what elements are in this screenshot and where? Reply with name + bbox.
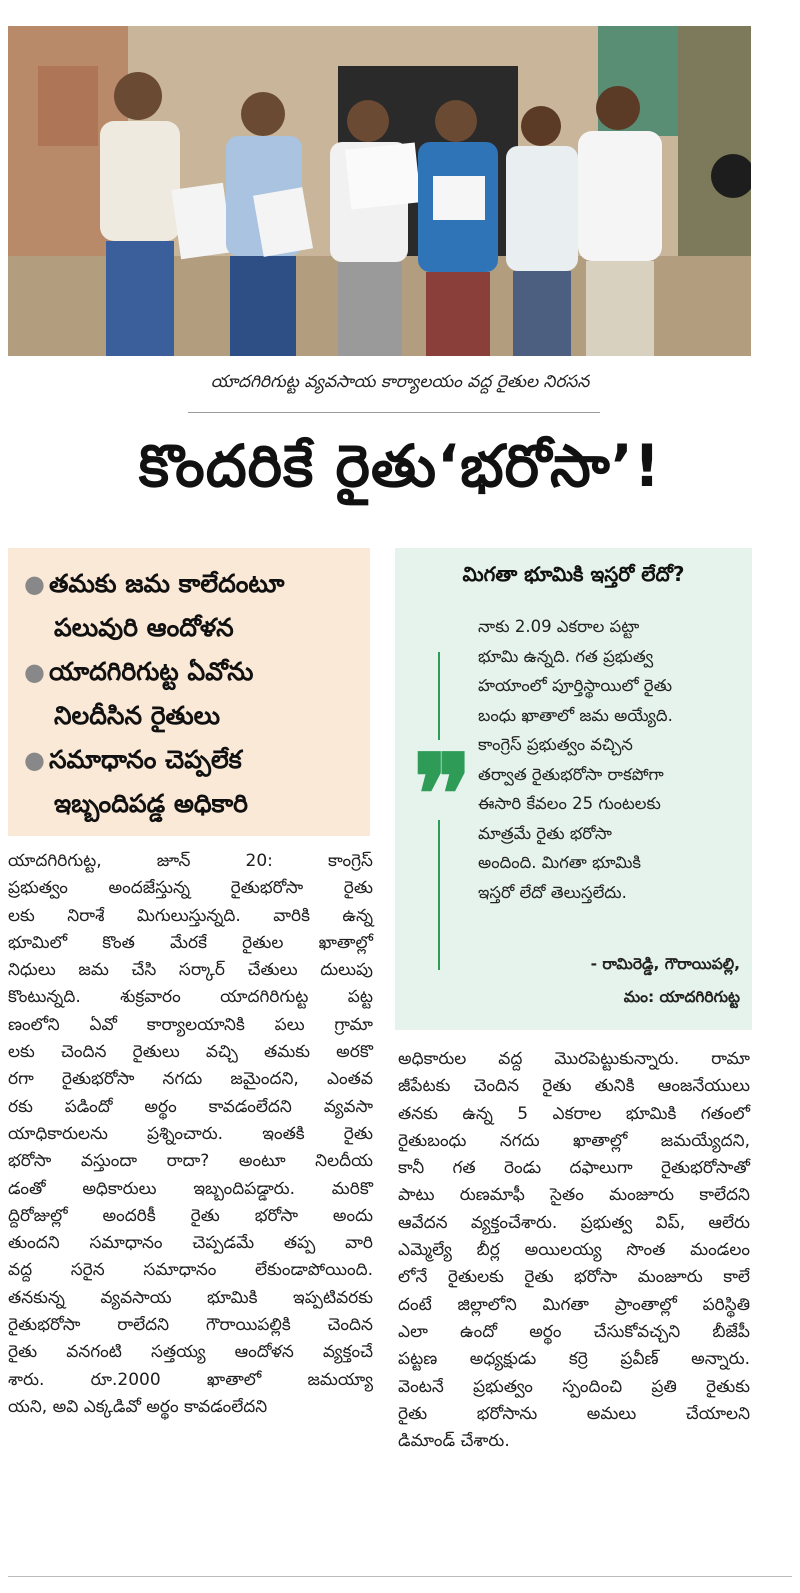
- quote-line: ఇస్తరో లేదో తెలుస్తలేదు.: [478, 882, 627, 902]
- article-line: లోనే రైతులకు రైతు భరోసా మంజూరు కాలే: [398, 1267, 750, 1288]
- article-line: రైతుబంధు నగదు ఖాతాల్లో జమయ్యేదని,: [398, 1130, 750, 1151]
- article-line: కానీ గత రెండు దఫాలుగా రైతుభరోసాతో: [398, 1158, 750, 1179]
- article-line: శారు. రూ.2000 ఖాతాలో జమయ్యా: [8, 1369, 373, 1390]
- article-line: ఎమ్మెల్యే బీర్ల అయిలయ్య సొంత మండలం: [398, 1240, 750, 1261]
- headline: కొందరికే రైతు‘భరోసా’!: [138, 432, 662, 500]
- article-line: లకు నిరాశే మిగులుస్తున్నది. వారికి ఉన్న: [8, 905, 373, 926]
- quote-body: [478, 612, 746, 907]
- quote-line: నాకు 2.09 ఎకరాల పట్టా: [478, 617, 640, 636]
- highlight-item: [24, 562, 360, 650]
- article-line: పట్టణ అధ్యక్షుడు కర్రె ప్రవీణ్ అన్నారు.: [398, 1349, 750, 1370]
- article-line: ఆవేదన వ్యక్తంచేశారు. ప్రభుత్వ విప్, ఆలేరు: [398, 1212, 750, 1233]
- article-line: కొంటున్నది. శుక్రవారం యాదగిరిగుట్ట పట్ట: [8, 987, 373, 1008]
- bullet-icon: ●: [24, 658, 45, 686]
- highlight-line: ఇబ్బందిపడ్డ అధికారి: [54, 789, 248, 818]
- bottom-divider: [8, 1576, 792, 1577]
- quote-line: ఈసారి కేవలం 25 గుంటలకు: [478, 794, 661, 813]
- article-line: అధికారుల వద్ద మొరపెట్టుకున్నారు. రామా: [398, 1049, 750, 1069]
- highlight-item: [24, 738, 360, 826]
- article-line: రైతుభరోసా రాలేదని గౌరాయిపల్లికి చెందిన: [8, 1315, 373, 1336]
- quote-line: అందింది. మిగతా భూమికి: [478, 853, 642, 872]
- quote-title: మిగతా భూమికి ఇస్తరో లేదో?: [462, 562, 685, 586]
- article-line: యని, అవి ఎక్కడివో అర్థం కావడంలేదని: [8, 1396, 268, 1417]
- article-line: జీపేటకు చెందిన రైతు తునికి ఆంజనేయులు: [398, 1076, 750, 1097]
- bullet-icon: ●: [24, 570, 45, 598]
- highlight-line: సమాధానం చెప్పలేక: [48, 745, 242, 774]
- article-line: యాధికారులను ప్రశ్నించారు. ఇంతకి రైతు: [8, 1123, 373, 1144]
- caption-divider: [188, 412, 600, 413]
- article-line: నిధులు జమ చేసి సర్కార్ చేతులు దులుపు: [8, 960, 373, 981]
- article-line: తనకు ఉన్న 5 ఎకరాల భూమికి గతంలో: [398, 1103, 750, 1124]
- article-line: రకు పడిందో అర్థం కావడంలేదని వ్యవసా: [8, 1096, 373, 1117]
- highlight-item: [24, 650, 360, 738]
- bullet-icon: ●: [24, 746, 45, 774]
- quote-author: - రామిరెడ్డి, గౌరాయిపల్లి,: [590, 955, 740, 973]
- article-line: ణంలోని ఏవో కార్యాలయానికి పలు గ్రామా: [8, 1014, 373, 1035]
- quote-line: హయాంలో పూర్తిస్థాయిలో రైతు: [478, 676, 673, 695]
- article-line: రైతు భరోసాను అమలు చేయాలని: [398, 1403, 750, 1424]
- article-line: వెంటనే ప్రభుత్వం స్పందించి ప్రతి రైతుకు: [398, 1376, 750, 1397]
- article-line: వద్ద సరైన సమాధానం లేకుండాపోయింది.: [8, 1260, 373, 1281]
- highlight-line: తమకు జమ కాలేదంటూ: [48, 569, 285, 598]
- quote-place: మం: యాదగిరిగుట్ట: [623, 988, 740, 1006]
- highlight-line: నిలదీసిన రైతులు: [54, 701, 221, 730]
- news-photo: [8, 26, 751, 356]
- article-line: డంతో అధికారులు ఇబ్బందిపడ్డారు. మరికొ: [8, 1178, 373, 1199]
- article-line: లకు చెందిన రైతులు వచ్చి తమకు అరకొ: [8, 1042, 373, 1063]
- article-line: తనకున్న వ్యవసాయ భూమికి ఇప్పటివరకు: [8, 1287, 373, 1308]
- quote-line: బంధు ఖాతాలో జమ అయ్యేది.: [478, 705, 673, 725]
- highlight-line: పలువురి ఆందోళన: [54, 613, 234, 642]
- article-line: యాదగిరిగుట్ట, జూన్ 20: కాంగ్రెస్: [8, 851, 373, 871]
- highlights-box: [8, 548, 370, 836]
- group-photo-icon: [8, 26, 751, 356]
- quote-line: భూమి ఉన్నది. గత ప్రభుత్వ: [478, 646, 654, 666]
- article-line: రైతు వనగంటి సత్తయ్య ఆందోళన వ్యక్తంచే: [8, 1342, 373, 1363]
- article-line: పాటు రుణమాఫీ సైతం మంజూరు కాలేదని: [398, 1185, 750, 1206]
- article-line: రగా రైతుభరోసా నగదు జమైందని, ఎంతవ: [8, 1069, 373, 1090]
- article-column-left: [8, 848, 373, 1421]
- article-line: భూమిలో కొంత మేరకే రైతుల ఖాతాల్లో: [8, 932, 373, 953]
- quote-mark-icon: ❞: [413, 730, 473, 859]
- article-line: ఎలా ఉందో అర్థం చేసుకోవచ్చని బీజేపీ: [398, 1321, 750, 1342]
- article-line: దంటే జిల్లాలోని మిగతా ప్రాంతాల్లో పరిస్థితి: [398, 1294, 750, 1315]
- article-line: ద్దిరోజుల్లో అందరికీ రైతు భరోసా అందు: [8, 1205, 373, 1226]
- quote-line: తర్వాత రైతుభరోసా రాకపోగా: [478, 764, 664, 784]
- photo-caption: యాదగిరిగుట్ట వ్యవసాయ కార్యాలయం వద్ద రైతుల నిరసన: [210, 372, 590, 392]
- article-line: తుందని సమాధానం చెప్పడమే తప్ప వారి: [8, 1233, 373, 1254]
- article-column-right: [398, 1046, 750, 1455]
- article-line: భరోసా వస్తుందా రాదా? అంటూ నిలదీయ: [8, 1151, 373, 1172]
- article-line: ప్రభుత్వం అందజేస్తున్న రైతుభరోసా రైతు: [8, 878, 373, 899]
- highlight-line: యాదగిరిగుట్ట ఏవోను: [48, 657, 254, 686]
- quote-line: మాత్రమే రైతు భరోసా: [478, 823, 612, 843]
- quote-line: కాంగ్రెస్ ప్రభుత్వం వచ్చిన: [478, 735, 633, 754]
- article-line: డిమాండ్ చేశారు.: [398, 1431, 510, 1452]
